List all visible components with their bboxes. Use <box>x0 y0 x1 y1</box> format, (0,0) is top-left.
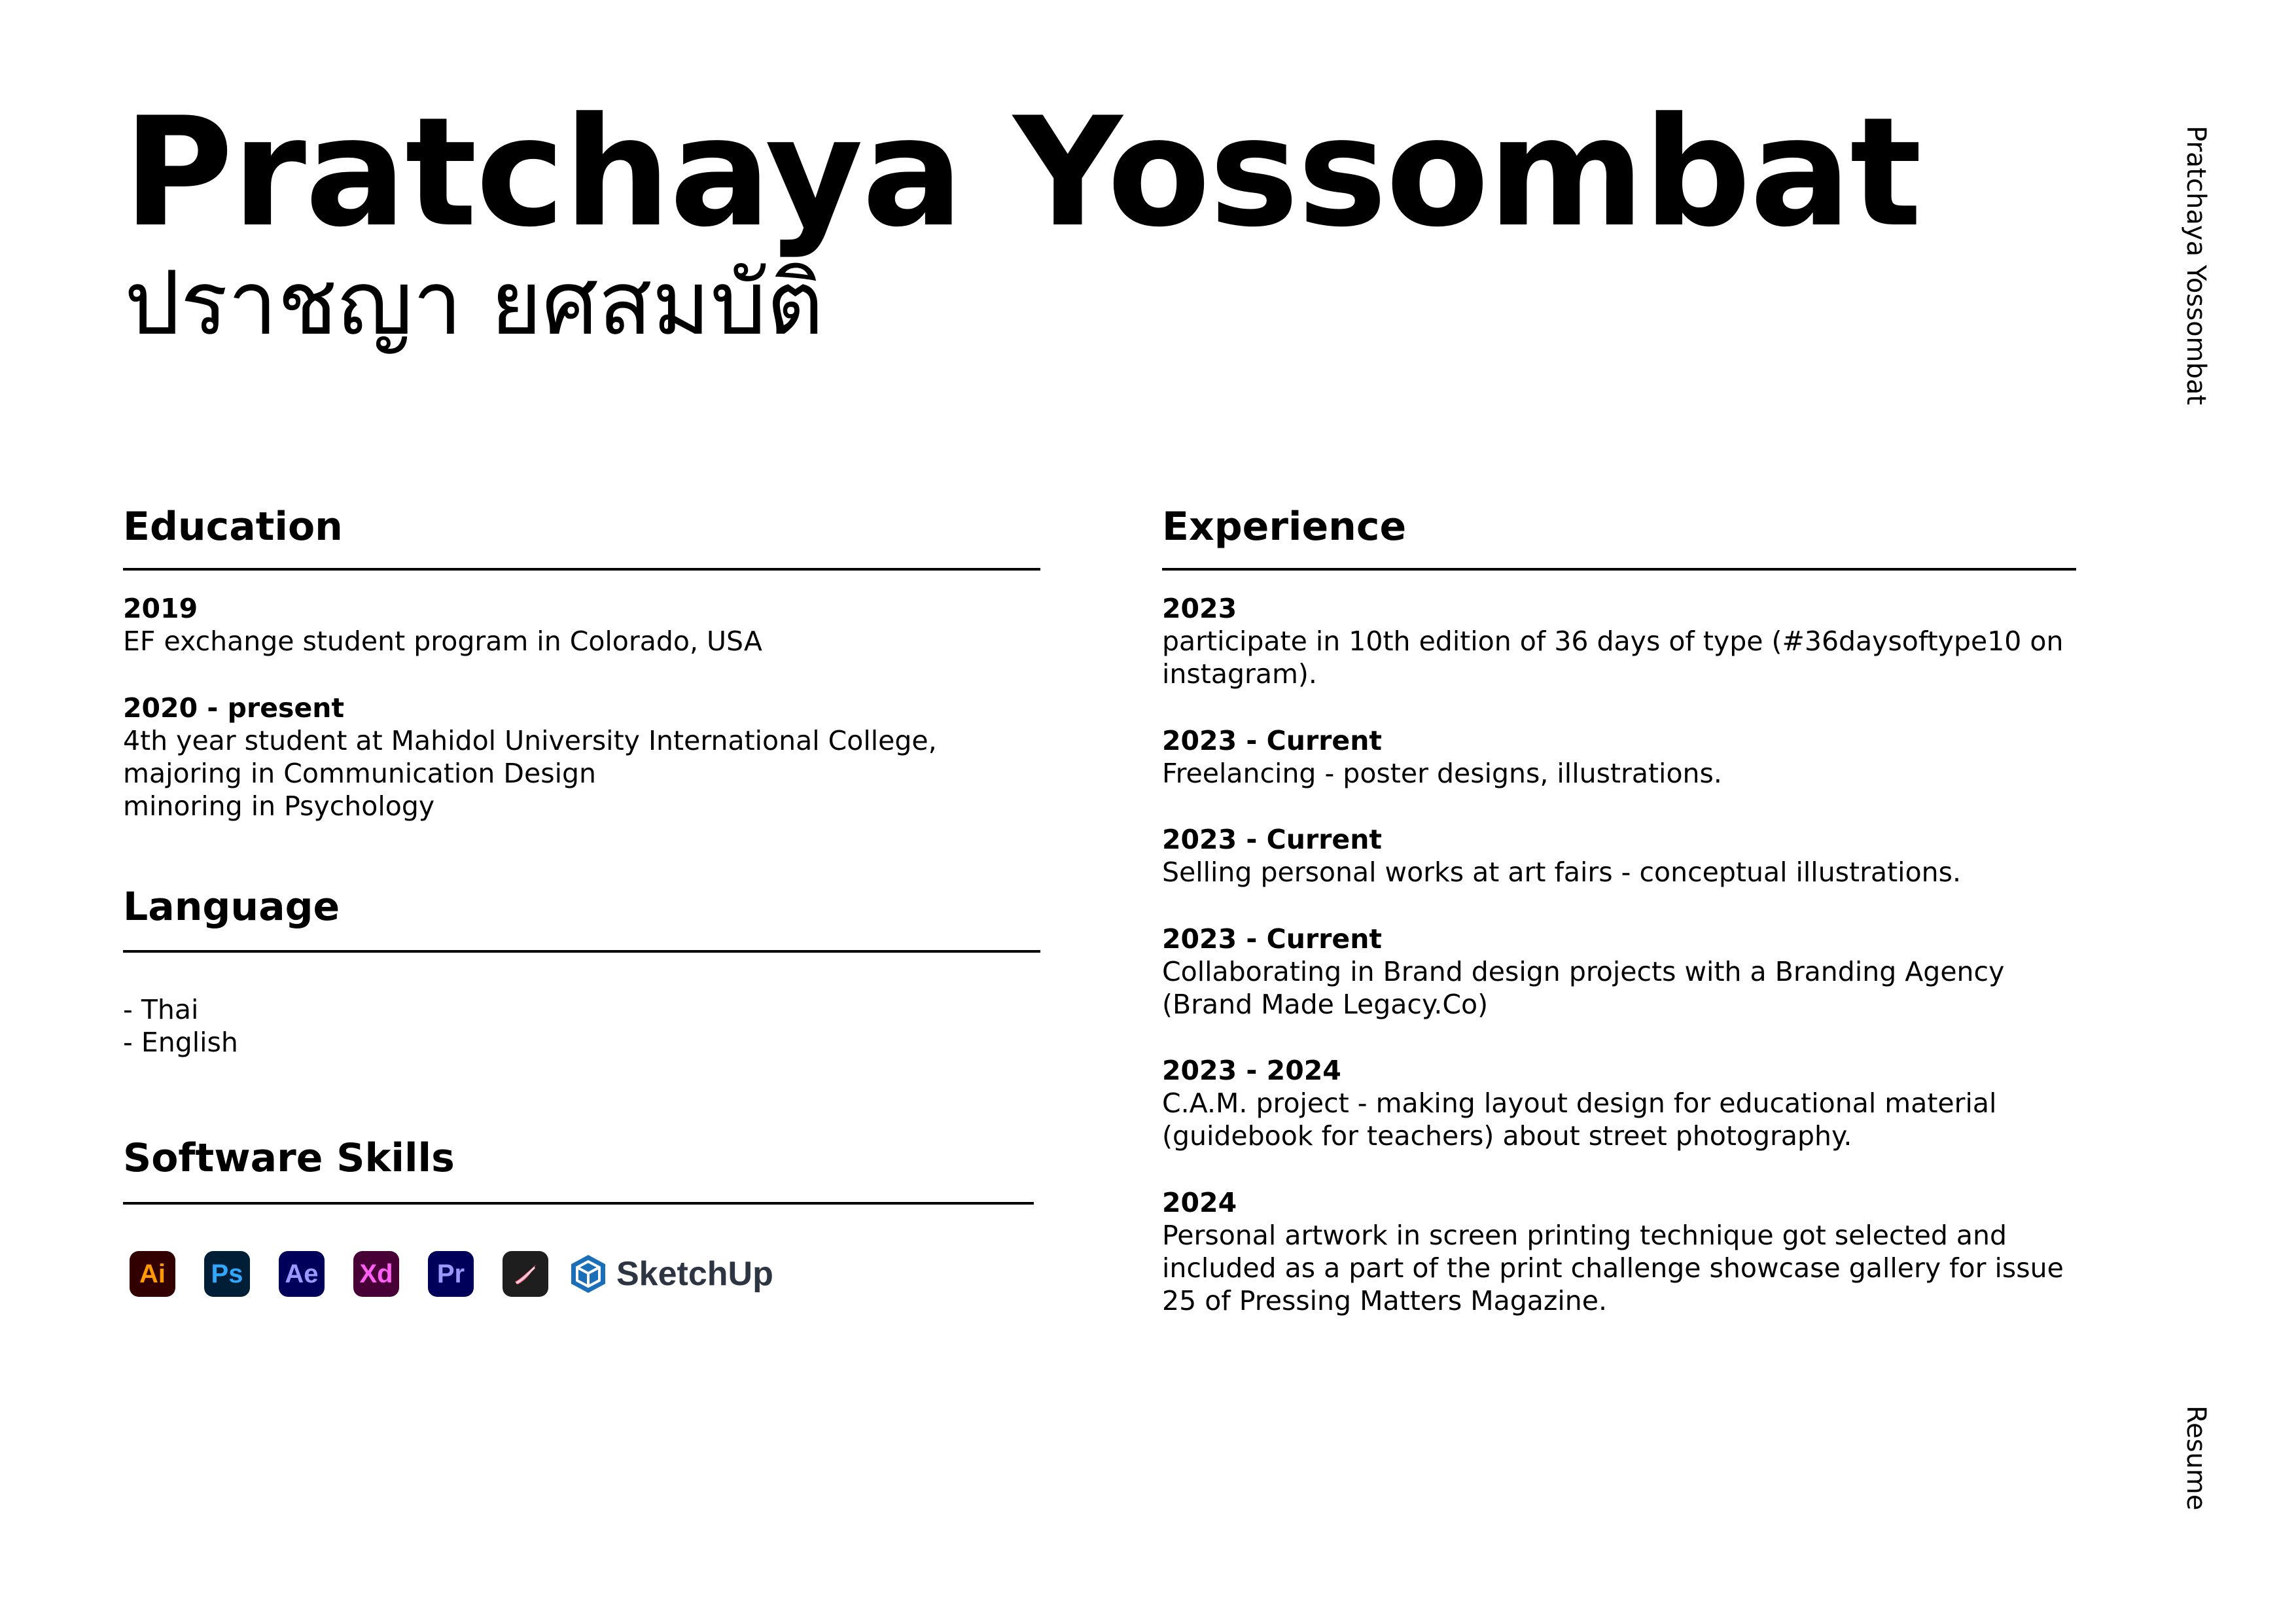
entry-year: 2024 <box>1162 1187 1237 1218</box>
entry-text: instagram). <box>1162 658 1317 690</box>
procreate-icon <box>503 1251 548 1297</box>
entry-year: 2023 <box>1162 593 1237 624</box>
name-english: Pratchaya Yossombat <box>123 86 1921 260</box>
experience-entry <box>1162 1054 1996 1152</box>
sketchup-logo <box>569 1254 773 1294</box>
software-title: Software Skills <box>123 1135 455 1181</box>
side-name-label: Pratchaya Yossombat <box>2181 126 2211 406</box>
photoshop-icon: Ps <box>204 1251 250 1297</box>
experience-entry <box>1162 1186 2064 1317</box>
xd-icon: Xd <box>353 1251 399 1297</box>
software-section <box>123 1137 455 1180</box>
software-divider <box>123 1202 1034 1205</box>
experience-entry <box>1162 724 1722 790</box>
entry-text: EF exchange student program in Colorado, USA <box>123 626 762 657</box>
entry-year: 2023 - 2024 <box>1162 1055 1341 1086</box>
experience-entry <box>1162 592 2063 690</box>
premiere-icon: Pr <box>428 1251 474 1297</box>
procreate-brush-icon <box>511 1260 540 1288</box>
entry-year: 2023 - Current <box>1162 923 1382 955</box>
experience-divider <box>1162 568 2076 571</box>
illustrator-icon: Ai <box>130 1251 175 1297</box>
name-thai: ปราชญา ยศสมบัติ <box>124 252 824 355</box>
sketchup-icon <box>569 1254 607 1294</box>
entry-text: (Brand Made Legacy.Co) <box>1162 989 1489 1020</box>
experience-entry <box>1162 923 2004 1021</box>
language-item: - Thai <box>123 994 199 1025</box>
experience-title: Experience <box>1162 504 1407 550</box>
entry-text: participate in 10th edition of 36 days of type (#36daysoftype10 on <box>1162 626 2064 657</box>
education-section <box>123 505 343 548</box>
software-icons <box>130 1251 773 1297</box>
entry-text: Freelancing - poster designs, illustrations. <box>1162 758 1722 789</box>
entry-text: C.A.M. project - making layout design for educational material <box>1162 1087 1997 1119</box>
entry-text: Selling personal works at art fairs - conceptual illustrations. <box>1162 856 1962 888</box>
experience-entry <box>1162 823 1961 889</box>
education-entry <box>123 692 937 822</box>
language-item: - English <box>123 1027 238 1058</box>
language-section <box>123 885 340 928</box>
after-effects-icon: Ae <box>279 1251 325 1297</box>
education-divider <box>123 568 1040 571</box>
entry-text: Personal artwork in screen printing technique got selected and <box>1162 1220 2007 1251</box>
entry-text: (guidebook for teachers) about street photography. <box>1162 1120 1852 1152</box>
education-entry <box>123 592 762 658</box>
entry-year: 2023 - Current <box>1162 725 1382 756</box>
entry-text: included as a part of the print challenge showcase gallery for issue <box>1162 1252 2064 1284</box>
entry-text: 4th year student at Mahidol University International College, <box>123 725 937 756</box>
sketchup-label: SketchUp <box>616 1255 773 1293</box>
entry-text: Collaborating in Brand design projects with a Branding Agency <box>1162 956 2005 987</box>
entry-year: 2020 - present <box>123 692 345 724</box>
language-list <box>123 993 238 1059</box>
side-resume-label: Resume <box>2181 1405 2211 1511</box>
entry-text: majoring in Communication Design <box>123 758 596 789</box>
entry-text: minoring in Psychology <box>123 790 435 822</box>
language-divider <box>123 950 1040 953</box>
experience-section <box>1162 505 1406 548</box>
entry-text: 25 of Pressing Matters Magazine. <box>1162 1285 1608 1316</box>
language-title: Language <box>123 884 340 930</box>
education-title: Education <box>123 504 343 550</box>
entry-year: 2023 - Current <box>1162 824 1382 855</box>
entry-year: 2019 <box>123 593 198 624</box>
